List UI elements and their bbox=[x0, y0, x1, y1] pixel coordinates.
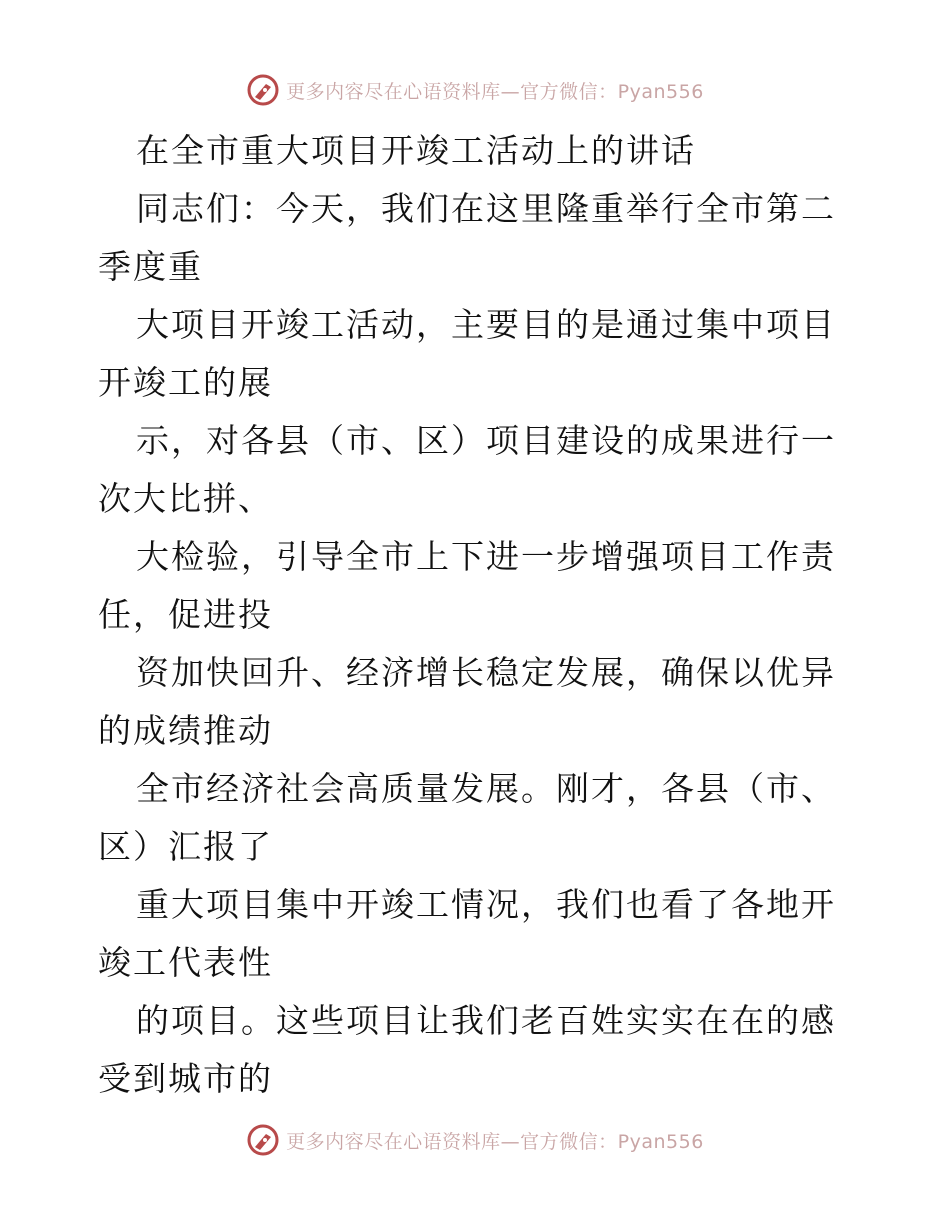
paragraph: 全市经济社会高质量发展。刚才，各县（市、区）汇报了 bbox=[98, 769, 836, 866]
footer-watermark-text: 更多内容尽在心语资料库—官方微信：Pyan556 bbox=[286, 1130, 704, 1153]
header-watermark-text: 更多内容尽在心语资料库—官方微信：Pyan556 bbox=[286, 80, 704, 103]
paragraph: 示，对各县（市、区）项目建设的成果进行一次大比拼、 bbox=[98, 421, 836, 518]
header-watermark bbox=[0, 70, 950, 110]
paragraph: 大项目开竣工活动，主要目的是通过集中项目开竣工的展 bbox=[98, 305, 836, 402]
document-body bbox=[98, 122, 858, 1108]
paragraph: 资加快回升、经济增长稳定发展，确保以优异的成绩推动 bbox=[98, 653, 836, 750]
paragraph: 重大项目集中开竣工情况，我们也看了各地开竣工代表性 bbox=[98, 885, 836, 982]
pen-nib-logo-icon bbox=[246, 1123, 280, 1157]
paragraph: 的项目。这些项目让我们老百姓实实在在的感受到城市的 bbox=[98, 1001, 836, 1098]
document-title: 在全市重大项目开竣工活动上的讲话 bbox=[136, 131, 696, 170]
paragraph: 大检验，引导全市上下进一步增强项目工作责任，促进投 bbox=[98, 537, 836, 634]
paragraph: 同志们：今天，我们在这里隆重举行全市第二季度重 bbox=[98, 189, 836, 286]
pen-nib-logo-icon bbox=[246, 73, 280, 107]
footer-watermark bbox=[0, 1120, 950, 1160]
